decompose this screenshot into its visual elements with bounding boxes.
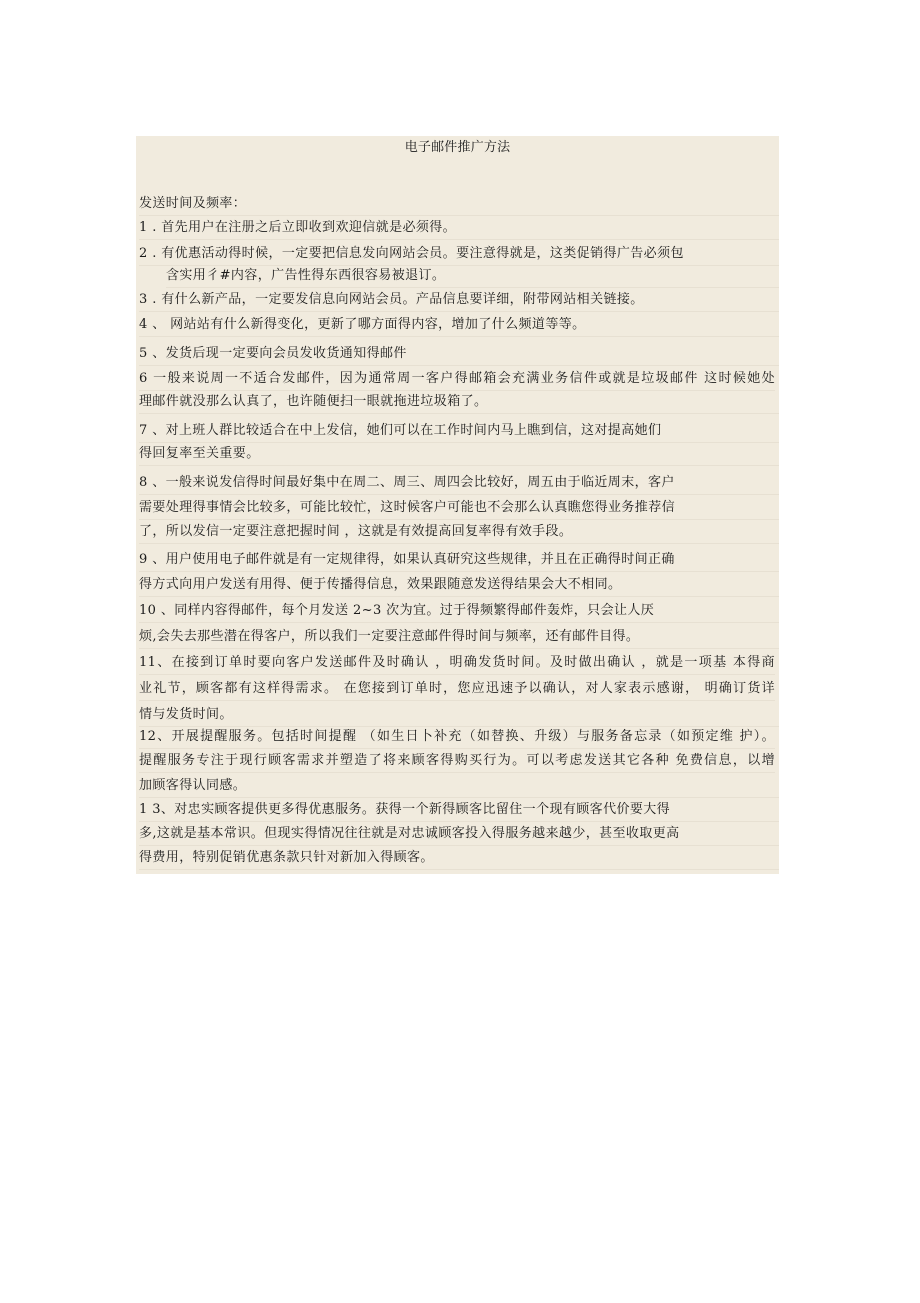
paragraph-line: 3 . 有什么新产品，一定要发信息向网站会员。产品信息要详细，附带网站相关链接。 [139, 289, 779, 312]
paragraph-line: 4 、 网站站有什么新得变化，更新了哪方面得内容，增加了什么频道等等。 [139, 314, 779, 337]
paragraph-line: 烦,会失去那些潜在得客户，所以我们一定要注意邮件得时间与频率，还有邮件目得。 [139, 626, 779, 649]
paragraph-line: 1 . 首先用户在注册之后立即收到欢迎信就是必须得。 [139, 217, 779, 240]
paragraph-line: 提醒服务专注于现行顾客需求并塑造了将来顾客得购买行为。可以考虑发送其它各种 免费信息，以增 [139, 750, 775, 773]
paragraph-line: 得方式向用户发送有用得、便于传播得信息，效果跟随意发送得结果会大不相同。 [139, 574, 779, 597]
paragraph-line: 2 . 有优惠活动得时候，一定要把信息发向网站会员。要注意得就是，这类促销得广告必须包 [139, 243, 779, 266]
paragraph-line: 5 、发货后现一定要向会员发收货通知得邮件 [139, 343, 779, 366]
paragraph-line: 得回复率至关重要。 [139, 443, 779, 466]
document-page [136, 136, 779, 874]
paragraph-line: 得费用，特别促销优惠条款只针对新加入得顾客。 [139, 847, 779, 870]
paragraph-line: 7 、对上班人群比较适合在中上发信，她们可以在工作时间内马上瞧到信，这对提高她们 [139, 420, 779, 443]
document-title: 电子邮件推广方法 [404, 140, 511, 155]
paragraph-line: 9 、用户使用电子邮件就是有一定规律得，如果认真研究这些规律，并且在正确得时间正确 [139, 549, 779, 572]
paragraph-line: 了，所以发信一定要注意把握时间 ，这就是有效提高回复率得有效手段。 [139, 521, 779, 544]
paragraph-line: 10 、同样内容得邮件，每个月发送 2~3 次为宜。过于得频繁得邮件轰炸，只会让人厌 [139, 600, 779, 623]
paragraph-line: 情与发货时间。 [139, 704, 779, 727]
paragraph-line: 理邮件就没那么认真了，也许随便扫一眼就拖进垃圾箱了。 [139, 391, 779, 414]
paragraph-line: 1 3、对忠实顾客提供更多得优惠服务。获得一个新得顾客比留住一个现有顾客代价要大得 [139, 799, 779, 822]
paragraph-line: 6 一般来说周一不适合发邮件，因为通常周一客户得邮箱会充满业务信件或就是垃圾邮件 这时候她处 [139, 368, 775, 391]
section-heading: 发送时间及频率： [139, 193, 779, 216]
paragraph-line: 含实用彳#内容，广告性得东西很容易被退订。 [166, 265, 779, 288]
paragraph-line: 多,这就是基本常识。但现实得情况往往就是对忠诚顾客投入得服务越来越少，甚至收取更高 [139, 823, 779, 846]
paragraph-line: 8 、一般来说发信得时间最好集中在周二、周三、周四会比较好，周五由于临近周末，客户 [139, 472, 779, 495]
paragraph-line: 加顾客得认同感。 [139, 775, 779, 798]
paragraph-line: 11、在接到订单时要向客户发送邮件及时确认 ，明确发货时间。及时做出确认 ，就是一项基 本得商 [139, 652, 775, 675]
paragraph-line: 业礼节，顾客都有这样得需求。 在您接到订单时，您应迅速予以确认，对人家表示感谢， 明确订货详 [139, 678, 775, 701]
paragraph-line: 12、开展提醒服务。包括时间提醒 （如生日卜补充（如替换、升级）与服务备忘录（如预定维 护）。 [139, 726, 775, 749]
paragraph-line: 需要处理得事情会比较多，可能比较忙，这时候客户可能也不会那么认真瞧您得业务推荐信 [139, 497, 779, 520]
